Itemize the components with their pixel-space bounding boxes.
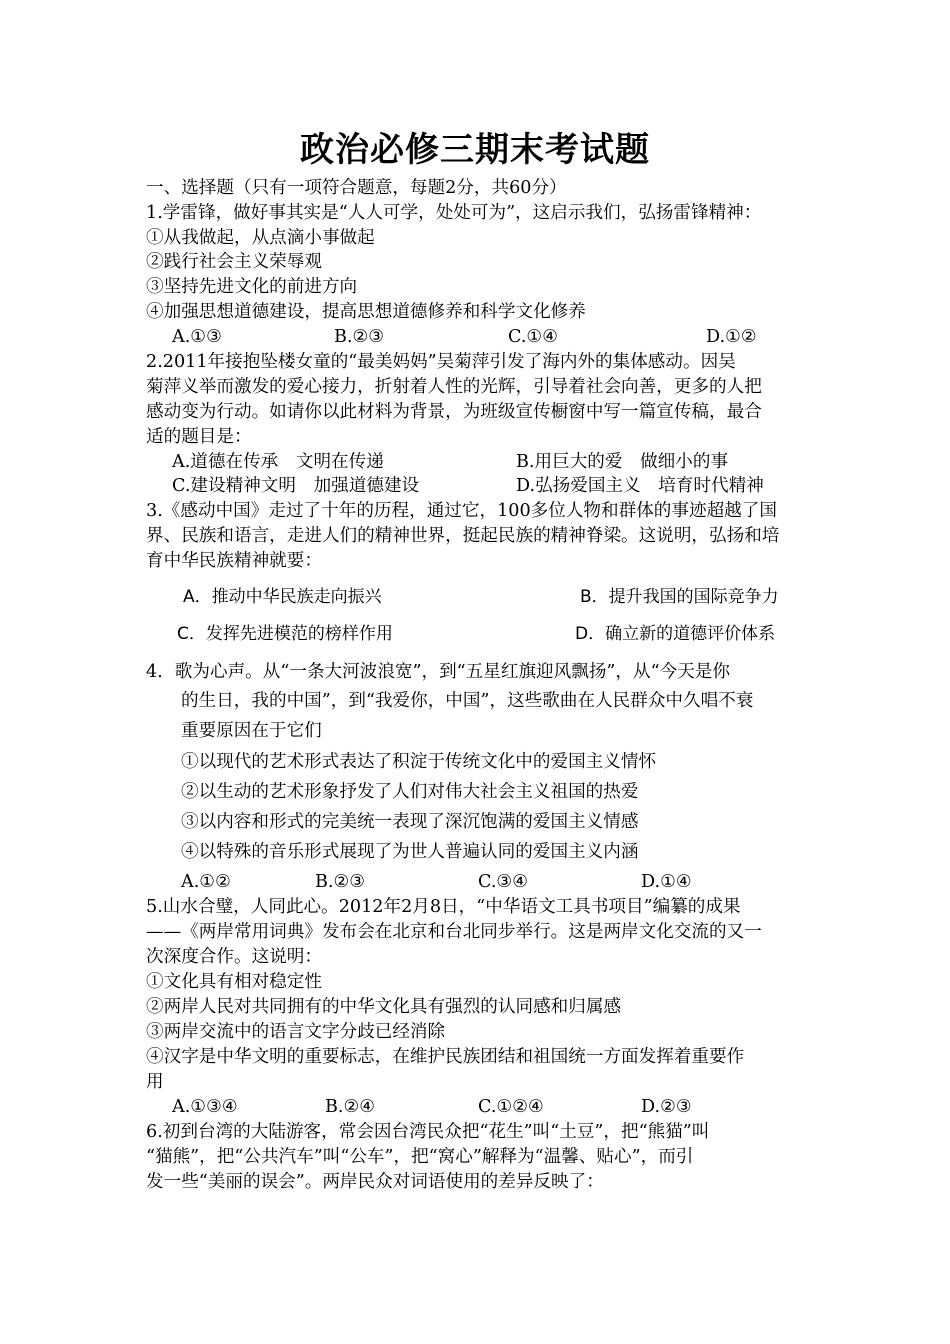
q6-stem-line-1: 6.初到台湾的大陆游客，常会因台湾民众把“花生”叫“土豆”，把“熊猫”叫 xyxy=(146,1122,710,1142)
q5-stem-line-2: ——《两岸常用词典》发布会在北京和台北同步举行。这是两岸文化交流的又一 xyxy=(146,922,762,942)
q3-stem-line-2: 界、民族和语言，走进人们的精神世界，挺起民族的精神脊梁。这说明，弘扬和培 xyxy=(146,526,780,546)
q5-item-2: ②两岸人民对共同拥有的中华文化具有强烈的认同感和归属感 xyxy=(146,997,622,1017)
q6-stem-line-2: “猫熊”，把“公共汽车”叫“公车”，把“窝心”解释为“温馨、贴心”，而引 xyxy=(146,1147,694,1167)
q2-option-d: D.弘扬爱国主义 培育时代精神 xyxy=(516,476,764,496)
q5-option-c: C.①②④ xyxy=(478,1097,544,1117)
q4-option-b: B.②③ xyxy=(315,872,366,892)
q5-stem-line-3: 次深度合作。这说明： xyxy=(146,947,322,967)
q3-option-b: B．提升我国的国际竞争力 xyxy=(580,587,779,607)
q1-item-3: ③坚持先进文化的前进方向 xyxy=(146,277,358,297)
q5-option-d: D.②③ xyxy=(641,1097,692,1117)
q1-option-d: D.①② xyxy=(706,327,757,347)
q2-option-c: C.建设精神文明 加强道德建设 xyxy=(172,476,420,496)
q2-stem-line-3: 感动变为行动。如请你以此材料为背景，为班级宣传橱窗中写一篇宣传稿，最合 xyxy=(146,402,762,422)
q4-option-d: D.①④ xyxy=(641,872,692,892)
q4-stem-line-3: 重要原因在于它们 xyxy=(181,721,322,741)
q3-option-c: C．发挥先进模范的榜样作用 xyxy=(177,624,393,644)
section-heading: 一、选择题（只有一项符合题意，每题2分，共60分） xyxy=(146,178,567,198)
q5-stem-line-1: 5.山水合璧，人同此心。2012年2月8日，“中华语文工具书项目”编纂的成果 xyxy=(146,897,741,917)
q2-stem-line-2: 菊萍义举而激发的爱心接力，折射着人性的光辉，引导着社会向善，更多的人把 xyxy=(146,377,762,397)
q3-option-d: D．确立新的道德评价体系 xyxy=(575,624,776,644)
q1-item-2: ②践行社会主义荣辱观 xyxy=(146,252,322,272)
q4-item-2: ②以生动的艺术形象抒发了人们对伟大社会主义祖国的热爱 xyxy=(181,782,639,802)
q5-item-4-continued: 用 xyxy=(146,1072,164,1092)
q1-option-c: C.①④ xyxy=(508,327,558,347)
q3-option-a: A．推动中华民族走向振兴 xyxy=(183,587,382,607)
q3-stem-line-3: 育中华民族精神就要： xyxy=(146,551,322,571)
page-title: 政治必修三期末考试题 xyxy=(300,130,650,170)
q1-option-a: A.①③ xyxy=(172,327,222,347)
q4-item-3: ③以内容和形式的完美统一表现了深沉饱满的爱国主义情感 xyxy=(181,812,639,832)
q2-option-a: A.道德在传承 文明在传递 xyxy=(172,452,384,472)
q5-item-1: ①文化具有相对稳定性 xyxy=(146,972,322,992)
q1-item-4: ④加强思想道德建设，提高思想道德修养和科学文化修养 xyxy=(146,302,586,322)
q5-item-4: ④汉字是中华文明的重要标志，在维护民族团结和祖国统一方面发挥着重要作 xyxy=(146,1047,745,1067)
q4-option-a: A.①② xyxy=(181,872,231,892)
q5-option-b: B.②④ xyxy=(325,1097,376,1117)
q4-option-c: C.③④ xyxy=(478,872,528,892)
q6-stem-line-3: 发一些“美丽的误会”。两岸民众对词语使用的差异反映了： xyxy=(146,1172,604,1192)
q4-item-1: ①以现代的艺术形式表达了积淀于传统文化中的爱国主义情怀 xyxy=(181,752,657,772)
q3-stem-line-1: 3.《感动中国》走过了十年的历程，通过它，100多位人物和群体的事迹超越了国 xyxy=(146,501,777,521)
q1-item-1: ①从我做起，从点滴小事做起 xyxy=(146,228,375,248)
q2-option-b: B.用巨大的爱 做细小的事 xyxy=(516,452,729,472)
q2-stem-line-1: 2.2011年接抱坠楼女童的“最美妈妈”吴菊萍引发了海内外的集体感动。因吴 xyxy=(146,352,736,372)
q2-stem-line-4: 适的题目是： xyxy=(146,427,252,447)
q4-stem-line-2: 的生日，我的中国”，到“我爱你，中国”，这些歌曲在人民群众中久唱不衰 xyxy=(181,691,754,711)
q1-option-b: B.②③ xyxy=(334,327,385,347)
q1-stem: 1.学雷锋，做好事其实是“人人可学，处处可为”，这启示我们，弘扬雷锋精神： xyxy=(146,203,762,223)
q4-stem-line-1: 4．歌为心声。从“一条大河波浪宽”，到“五星红旗迎风飘扬”，从“今天是你 xyxy=(146,662,730,682)
q4-item-4: ④以特殊的音乐形式展现了为世人普遍认同的爱国主义内涵 xyxy=(181,842,639,862)
q5-option-a: A.①③④ xyxy=(172,1097,238,1117)
q5-item-3: ③两岸交流中的语言文字分歧已经消除 xyxy=(146,1022,446,1042)
